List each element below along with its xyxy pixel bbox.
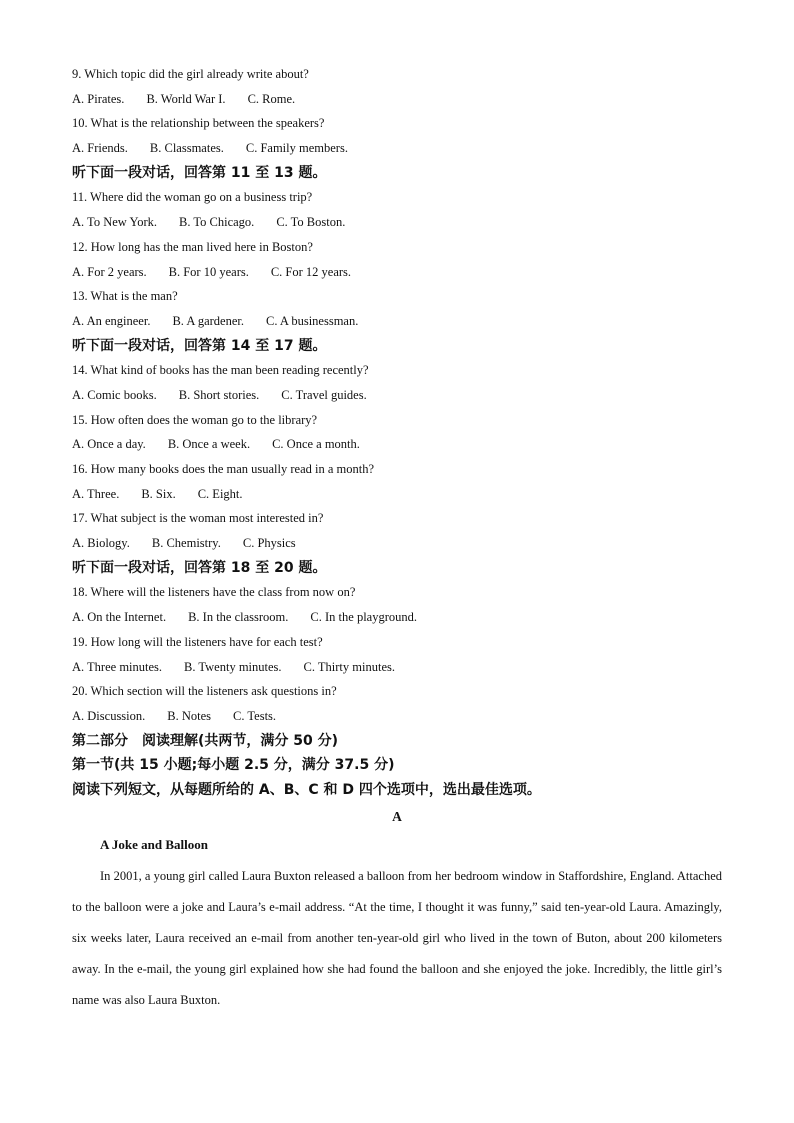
question-text: 16. How many books does the man usually read in a month?	[72, 462, 375, 476]
answer-option: A. Three minutes.	[72, 659, 163, 674]
question-text: 17. What subject is the woman most interested in?	[72, 511, 324, 526]
question-text: 20. Which section will the listeners ask questions in?	[72, 684, 337, 699]
question-text: 19. How long will the listeners have for each test?	[72, 634, 323, 649]
answer-option: B. In the classroom.	[188, 610, 289, 625]
question-text: 11. Where did the woman go on a business trip?	[72, 190, 313, 205]
answer-options	[72, 605, 722, 630]
question-text: 15. How often does the woman go to the library?	[72, 412, 318, 427]
answer-option: B. Chemistry.	[151, 536, 221, 551]
passage-letter: A	[392, 808, 402, 824]
answer-option: A. An engineer.	[72, 313, 151, 328]
answer-options	[72, 87, 722, 112]
answer-options	[72, 482, 722, 507]
question-text: 18. Where will the listeners have the class from now on?	[72, 585, 356, 600]
answer-option: B. To Chicago.	[179, 215, 255, 230]
answer-option: B. World War I.	[146, 91, 226, 106]
answer-option: B. Notes	[167, 708, 212, 723]
answer-option: A. To New York.	[72, 215, 158, 230]
answer-option: A. On the Internet.	[72, 610, 167, 625]
answer-option: C. Family members.	[245, 141, 348, 156]
section-heading: 听下面一段对话，回答第 11 至 13 题。	[72, 164, 327, 181]
answer-option: A. Friends.	[72, 141, 128, 156]
answer-option: C. In the playground.	[310, 610, 418, 625]
answer-options	[72, 432, 722, 457]
answer-option: C. Physics	[242, 536, 296, 551]
answer-options	[72, 531, 722, 556]
answer-options	[72, 655, 722, 680]
answer-option: A. Three.	[72, 486, 120, 501]
answer-option: C. A businessman.	[265, 313, 359, 328]
section-heading: 第二部分 阅读理解(共两节，满分 50 分)	[72, 732, 339, 749]
answer-option: A. For 2 years.	[72, 264, 147, 279]
answer-options	[72, 383, 722, 408]
question-text: 13. What is the man?	[72, 289, 178, 304]
passage-title: A Joke and Balloon	[100, 836, 209, 852]
question-text: 9. Which topic did the girl already write about?	[72, 67, 309, 81]
question-list	[72, 62, 722, 803]
answer-option: B. Six.	[141, 486, 176, 501]
answer-option: B. Twenty minutes.	[184, 659, 282, 674]
answer-option: C. Travel guides.	[281, 387, 367, 402]
answer-option: C. Rome.	[247, 91, 296, 106]
section-heading: 第一节(共 15 小题;每小题 2.5 分，满分 37.5 分)	[72, 757, 395, 774]
answer-option: C. Eight.	[197, 486, 243, 501]
question-text: 14. What kind of books has the man been reading recently?	[72, 363, 369, 378]
answer-options	[72, 260, 722, 285]
answer-options	[72, 136, 722, 161]
answer-option: B. Once a week.	[167, 437, 251, 452]
answer-option: C. Thirty minutes.	[303, 659, 395, 674]
answer-options	[72, 210, 722, 235]
answer-option: B. Short stories.	[178, 387, 260, 402]
answer-option: C. For 12 years.	[270, 264, 352, 279]
answer-option: A. Discussion.	[72, 708, 146, 723]
section-heading: 听下面一段对话，回答第 18 至 20 题。	[72, 559, 327, 576]
section-heading: 阅读下列短文，从每题所给的 A、B、C 和 D 四个选项中，选出最佳选项。	[72, 781, 541, 798]
question-text: 12. How long has the man lived here in Boston?	[72, 239, 313, 254]
answer-option: B. For 10 years.	[168, 264, 249, 279]
answer-option: C. Once a month.	[272, 437, 360, 452]
answer-option: A. Biology.	[72, 536, 130, 551]
answer-options	[72, 309, 722, 334]
answer-options	[72, 704, 722, 729]
passage-text: In 2001, a young girl called Laura Buxton released a balloon from her bedroom window in Staffordshire, England. Attached to the balloon were a joke and Laura’s e-mail address. “At the time, I thought it was funny,” said ten-year-old Laura. Amazingly, six weeks later, Laura received an e-mail from another ten-year-old girl who lived in the town of Buton, about 200 kilometers away. In the e-mail, the young girl explained how she had found the balloon and she enjoyed the joke. Incredibly, the little girl’s name was also Laura Buxton.	[72, 868, 722, 1008]
answer-option: B. Classmates.	[149, 141, 224, 156]
answer-option: A. Pirates.	[72, 91, 125, 106]
answer-option: A. Once a day.	[72, 437, 146, 452]
answer-option: C. To Boston.	[276, 215, 346, 230]
answer-option: A. Comic books.	[72, 387, 157, 402]
answer-option: C. Tests.	[233, 708, 277, 723]
section-heading: 听下面一段对话，回答第 14 至 17 题。	[72, 337, 327, 354]
question-text: 10. What is the relationship between the speakers?	[72, 116, 325, 131]
exam-page	[72, 62, 722, 1017]
answer-option: B. A gardener.	[172, 313, 244, 328]
